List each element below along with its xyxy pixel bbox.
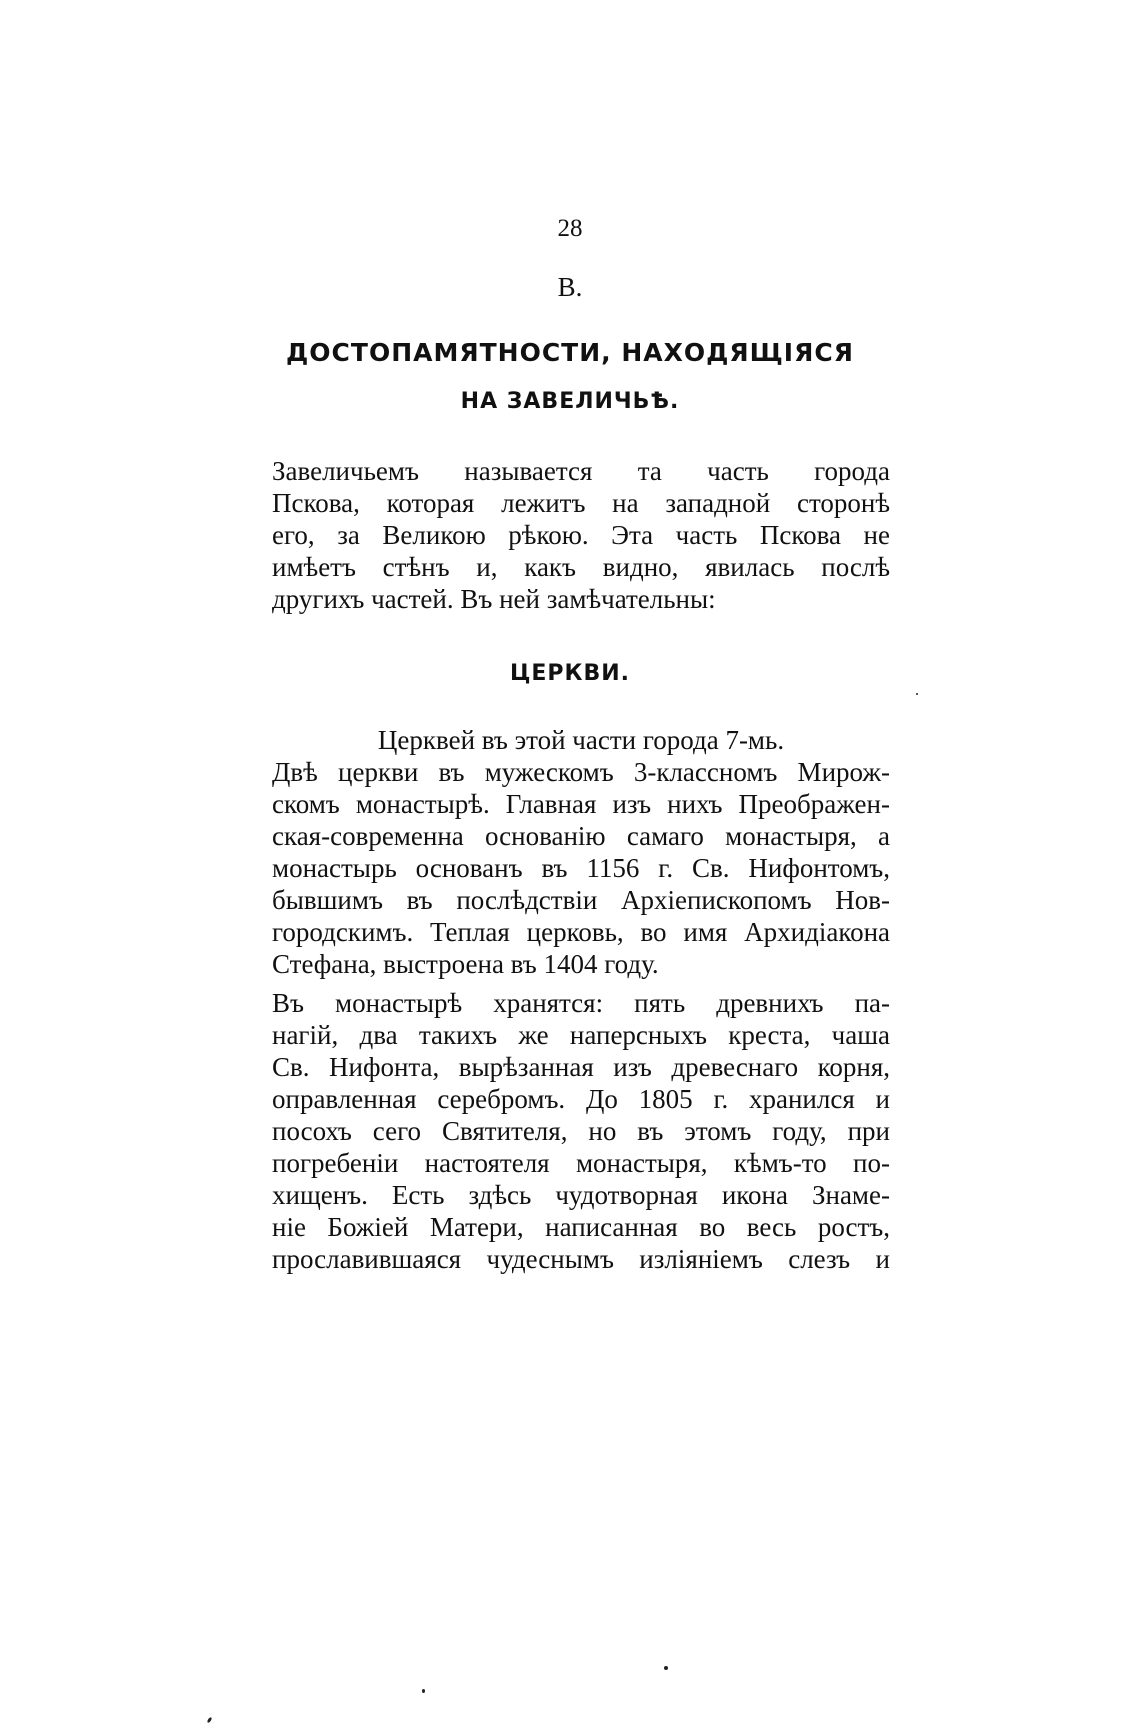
text-line: другихъ частей. Въ ней замѣчательны: — [272, 584, 716, 614]
text-line: погребеніи настоятеля монастыря, кѣмъ-то по- — [272, 1148, 890, 1178]
text-line: Въ монастырѣ хранятся: пять древнихъ па- — [272, 988, 890, 1018]
text-line: хищенъ. Есть здѣсь чудотворная икона Знаме- — [272, 1180, 890, 1210]
text-line: городскимъ. Теплая церковь, во имя Архидіакона — [272, 917, 890, 947]
church-count-line — [272, 724, 890, 756]
text-line: имѣетъ стѣнъ и, какъ видно, явилась послѣ — [272, 552, 890, 582]
text-line: Двѣ церкви въ мужескомъ 3-классномъ Мирож- — [272, 757, 890, 787]
scan-speck — [207, 1717, 213, 1724]
monastery-treasures-paragraph — [272, 987, 890, 1275]
text-line: ская-современна основанію самаго монастыря, а — [272, 821, 890, 851]
text-line: Пскова, которая лежитъ на западной сторонѣ — [272, 488, 890, 518]
text-line: нагій, два такихъ же наперсныхъ креста, чаша — [272, 1020, 890, 1050]
scan-speck — [664, 1666, 668, 1670]
churches-subheading: ЦЕРКВИ. — [509, 661, 631, 686]
text-line: Стефана, выстроена въ 1404 году. — [272, 949, 659, 979]
text-line: Церквей въ этой части города 7-мь. — [377, 725, 785, 755]
scan-speck — [916, 693, 918, 695]
text-line: скомъ монастырѣ. Главная изъ нихъ Преображен- — [272, 789, 890, 819]
monastery-churches-paragraph — [272, 756, 890, 980]
text-line: монастырь основанъ въ 1156 г. Св. Нифонтомъ, — [272, 853, 890, 883]
text-line: ніе Божіей Матери, написанная во весь ростъ, — [272, 1212, 890, 1242]
text-line: посохъ сего Святителя, но въ этомъ году, при — [272, 1116, 890, 1146]
text-line: Св. Нифонта, вырѣзанная изъ древеснаго корня, — [272, 1052, 890, 1082]
intro-paragraph — [272, 455, 890, 615]
chapter-heading-line-2: НА ЗАВЕЛИЧЬѢ. — [460, 389, 680, 414]
page-number: 28 — [557, 215, 583, 242]
scan-speck — [422, 1689, 425, 1693]
text-line: Завеличьемъ называется та часть города — [272, 456, 890, 486]
chapter-heading-line-1: ДОСТОПАМЯТНОСТИ, НАХОДЯЩІЯСЯ — [286, 338, 854, 367]
text-line: его, за Великою рѣкою. Эта часть Пскова не — [272, 520, 890, 550]
section-letter: В. — [557, 272, 583, 302]
text-line: оправленная серебромъ. До 1805 г. хранился и — [272, 1084, 890, 1114]
text-line: прославившаяся чудеснымъ изліяніемъ слезъ и — [272, 1244, 890, 1274]
text-line: бывшимъ въ послѣдствіи Архіепископомъ Нов- — [272, 885, 890, 915]
